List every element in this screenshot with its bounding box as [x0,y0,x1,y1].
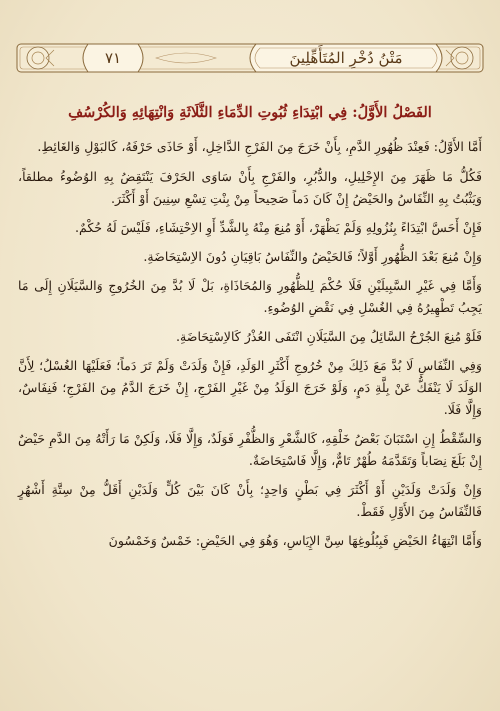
chapter-title: الفَصْلُ الأَوَّلُ: فِي ابْتِدَاءِ ثُبُوتِ الدِّمَاءِ الثَّلَاثَةِ وَانْتِهَائِهِ وَالكُرْسُفِ [68,104,432,121]
paragraph: فَإِنْ أَحَسَّ ابْتِدَاءً بِنُزُولِهِ وَلَمْ يَظْهَرْ، أَوْ مُنِعَ مِنْهُ بِالشَّدِّ أَوِ الاِحْتِشَاءِ، فَلَيْسَ لَهُ حُكْمٌ. [74,220,482,235]
page-number: ٧١ [104,49,122,67]
paragraph: وَأَمَّا انْتِهَاءُ الحَيْضِ فَبِبُلُوغِهَا سِنَّ الإِيَاسِ، وَهُوَ فِي الحَيْضِ: خَمْسٌ وَخَمْسُونَ [108,533,482,548]
page-header [16,40,484,76]
paragraph: وَفِي النِّفَاسِ لَا بُدَّ مَعَ ذَلِكَ مِنْ خُرُوجِ أَكْثَرِ الوَلَدِ، فَإِنْ وَلَدَتْ وَلَمْ تَرَ دَماً؛ فَعَلَيْهَا الغُسْلُ؛ لِأَنَّ الوَلَدَ لَا يَنْفَكُّ عَنْ بِلَّةِ دَمٍ، وَلَوْ خَرَجَ الوَلَدُ مِنْ غَيْرِ الفَرْجِ، إِنْ خَرَجَ الدَّمُ مِنَ الفَرْجِ؛ فَنِفَاسٌ، وَإِلَّا فَلَا. [18,358,482,417]
page-body [18,100,482,559]
paragraph: فَكُلُّ مَا ظَهَرَ مِنَ الإِحْلِيلِ، والدُّبُرِ، والفَرْجِ بِأَنْ سَاوَى الحَرْفَ يَنْتَقِضُ بِهِ الوُضُوءُ مطلقاً، وَيَثْبُتُ بِهِ النِّفَاسُ والحَيْضُ إِنْ كَانَ دَماً صَحِيحاً مِنْ بِنْتِ تِسْعِ سِنِينَ أَوْ أَكْثَرَ. [18,169,482,206]
paragraph: أَمَّا الأَوَّلُ: فَعِنْدَ ظُهُورِ الدَّمِ، بِأَنْ خَرَجَ مِنَ الفَرْجِ الدَّاخِلِ، أَوْ حَاذَى حَرْفَهُ، كَالبَوْلِ وَالغَائِطِ. [37,139,482,154]
paragraph: وَإِنْ مُنِعَ بَعْدَ الظُّهُورِ أَوَّلاً؛ فَالحَيْضُ والنِّفَاسُ بَاقِيَانِ دُونَ الاِسْتِحَاضَةِ. [143,249,482,264]
paragraph: وَإِنْ وَلَدَتْ وَلَدَيْنِ أَوْ أَكْثَرَ فِي بَطْنٍ وَاحِدٍ؛ بِأَنْ كَانَ بَيْنَ كُلٍّ وَلَدَيْنِ أَقَلُّ مِنْ سِتَّةِ أَشْهُرٍ فَالنِّفَاسُ مِنَ الأَوَّلِ فَقَطْ. [18,482,482,519]
paragraph: فَلَوْ مُنِعَ الجُرْحُ السَّائِلُ مِنَ السَّيَلَانِ انْتَفَى العُذْرُ كَالاِسْتِحَاضَةِ. [176,329,482,344]
paragraph: وَالسِّقْطُ إِنِ اسْتَبَانَ بَعْضُ خَلْقِهِ، كَالشَّعْرِ وَالظُّفْرِ فَوَلَدٌ، وَإِلَّا فَلَا، وَلَكِنْ مَا رَأَتْهُ مِنَ الدَّمِ حَيْضٌ إِنْ بَلَغَ نِصَاباً وَتَقَدَّمَهُ طُهْرٌ تَامٌّ، وَإِلَّا فَاسْتِحَاضَةٌ. [18,431,482,468]
paragraph: وَأَمَّا فِي غَيْرِ السَّبِيلَيْنِ فَلَا حُكْمَ لِلظُّهُورِ وَالمُحَاذَاةِ، بَلْ لَا بُدَّ مِنَ الخُرُوجِ وَالسَّيَلَانِ إِلَى مَا يَجِبُ تَطْهِيرُهُ فِي الغُسْلِ فِي نَقْضِ الوُضُوءِ. [18,278,482,315]
book-title: مَتْنُ دُخْرِ المُتَأَهِّلِينَ [289,49,403,67]
